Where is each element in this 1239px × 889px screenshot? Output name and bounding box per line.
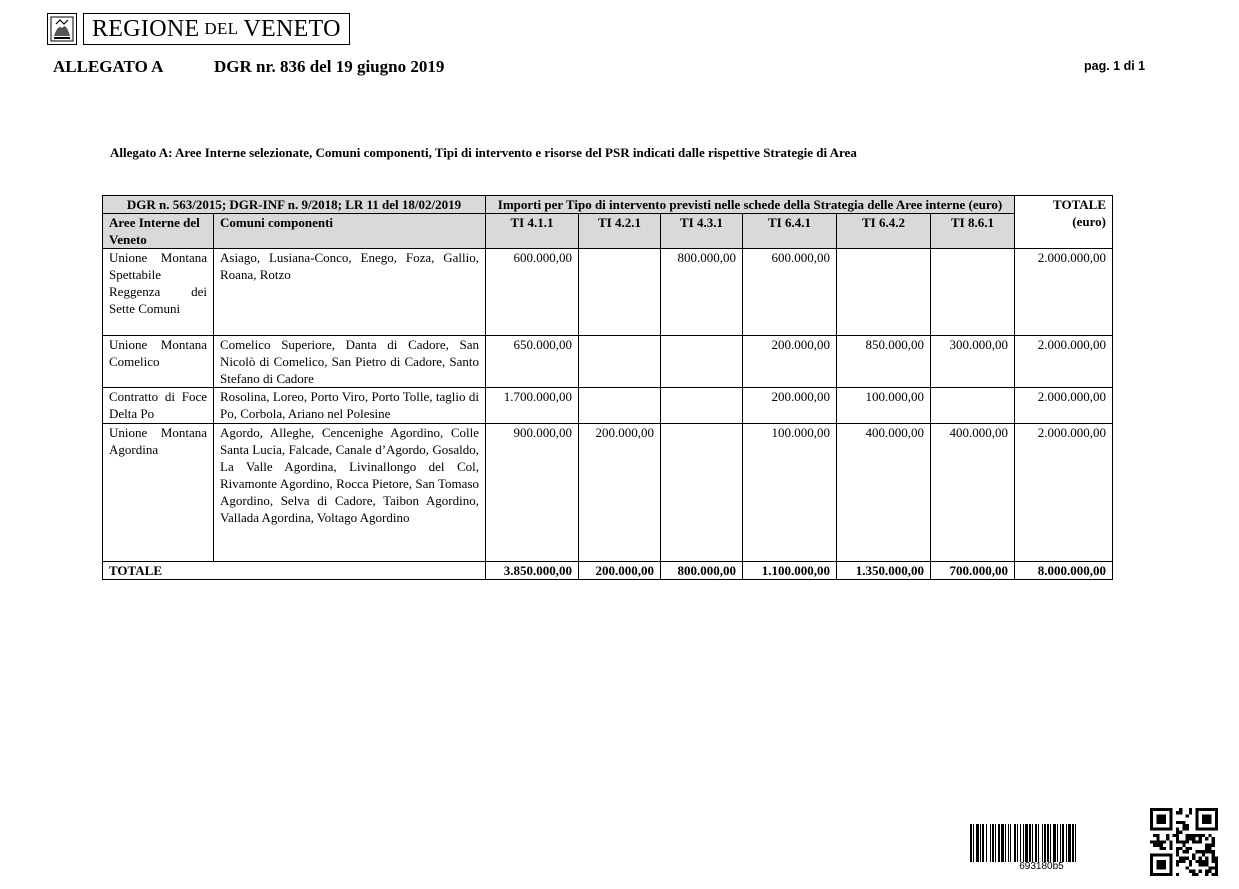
qr-code-icon <box>1150 808 1218 876</box>
ti-cell <box>837 249 931 336</box>
totals-label: TOTALE <box>103 562 486 580</box>
ti-cell: 300.000,00 <box>931 336 1015 388</box>
page-number: pag. 1 di 1 <box>1084 59 1146 73</box>
header-ti-411: TI 4.1.1 <box>486 214 579 249</box>
total-ti-cell: 200.000,00 <box>579 562 661 580</box>
area-cell: Unione Montana Spettabile Reggenza dei Sette Comuni <box>103 249 214 336</box>
ti-cell: 200.000,00 <box>743 336 837 388</box>
grand-total-cell: 8.000.000,00 <box>1015 562 1113 580</box>
ti-cell: 200.000,00 <box>579 424 661 562</box>
ti-cell <box>931 388 1015 424</box>
header-ti-431: TI 4.3.1 <box>661 214 743 249</box>
ti-cell <box>579 249 661 336</box>
header-importi-group: Importi per Tipo di intervento previsti nelle schede della Strategia delle Aree interne (euro) <box>486 196 1015 214</box>
logo-end: VENETO <box>243 15 341 42</box>
ti-cell: 600.000,00 <box>743 249 837 336</box>
document-caption: Allegato A: Aree Interne selezionate, Comuni componenti, Tipi di intervento e risorse del PSR indicati dalle rispettive Strategie di Area <box>110 145 857 160</box>
ti-cell: 100.000,00 <box>837 388 931 424</box>
row-total-cell: 2.000.000,00 <box>1015 336 1113 388</box>
header-comuni: Comuni componenti <box>214 214 486 249</box>
regione-veneto-logo <box>47 12 350 46</box>
logo-main: REGIONE <box>92 15 200 42</box>
area-cell: Contratto di Foce Delta Po <box>103 388 214 424</box>
ti-cell: 1.700.000,00 <box>486 388 579 424</box>
table-row <box>103 424 1113 562</box>
barcode-icon <box>970 824 1113 862</box>
area-cell: Unione Montana Comelico <box>103 336 214 388</box>
ti-cell: 650.000,00 <box>486 336 579 388</box>
row-total-cell: 2.000.000,00 <box>1015 424 1113 562</box>
row-total-cell: 2.000.000,00 <box>1015 388 1113 424</box>
ti-cell <box>661 388 743 424</box>
dgr-reference: DGR nr. 836 del 19 giugno 2019 <box>214 57 445 76</box>
area-cell: Unione Montana Agordina <box>103 424 214 562</box>
ti-cell <box>661 424 743 562</box>
ti-cell <box>579 336 661 388</box>
table-row <box>103 388 1113 424</box>
logo-text <box>83 13 350 45</box>
ti-cell: 850.000,00 <box>837 336 931 388</box>
header-row-1 <box>103 196 1113 214</box>
comuni-cell: Agordo, Alleghe, Cencenighe Agordino, Colle Santa Lucia, Falcade, Canale d’Agordo, Gosaldo, La Valle Agordina, Livinallongo del Col, Rivamonte Agordino, Rocca Pietore, San Tomaso Agordino, Selva di Cadore, Taibon Agordino, Vallada Agordina, Voltago Agordino <box>214 424 486 562</box>
row-total-cell: 2.000.000,00 <box>1015 249 1113 336</box>
header-aree-interne: Aree Interne del Veneto <box>103 214 214 249</box>
regione-emblem-icon <box>47 13 77 45</box>
ti-cell: 400.000,00 <box>837 424 931 562</box>
comuni-cell: Rosolina, Loreo, Porto Viro, Porto Tolle, taglio di Po, Corbola, Ariano nel Polesine <box>214 388 486 424</box>
header-ti-642: TI 6.4.2 <box>837 214 931 249</box>
ti-cell: 100.000,00 <box>743 424 837 562</box>
ti-cell: 600.000,00 <box>486 249 579 336</box>
barcode-text: 693180b5 <box>1019 861 1064 872</box>
ti-cell: 200.000,00 <box>743 388 837 424</box>
total-ti-cell: 1.100.000,00 <box>743 562 837 580</box>
totals-row <box>103 562 1113 580</box>
header-totale: TOTALE (euro) <box>1015 196 1113 249</box>
header-dgr-group: DGR n. 563/2015; DGR-INF n. 9/2018; LR 11 del 18/02/2019 <box>103 196 486 214</box>
total-ti-cell: 700.000,00 <box>931 562 1015 580</box>
header-ti-861: TI 8.6.1 <box>931 214 1015 249</box>
logo-small: DEL <box>204 19 239 38</box>
total-ti-cell: 1.350.000,00 <box>837 562 931 580</box>
ti-cell <box>661 336 743 388</box>
table-row <box>103 336 1113 388</box>
header-ti-421: TI 4.2.1 <box>579 214 661 249</box>
total-ti-cell: 3.850.000,00 <box>486 562 579 580</box>
resources-table <box>102 195 1113 580</box>
table-row <box>103 249 1113 336</box>
ti-cell <box>931 249 1015 336</box>
header-ti-641: TI 6.4.1 <box>743 214 837 249</box>
ti-cell: 900.000,00 <box>486 424 579 562</box>
header-row-2 <box>103 214 1113 249</box>
allegato-label: ALLEGATO A <box>53 57 164 76</box>
comuni-cell: Asiago, Lusiana-Conco, Enego, Foza, Gallio, Roana, Rotzo <box>214 249 486 336</box>
ti-cell <box>579 388 661 424</box>
ti-cell: 800.000,00 <box>661 249 743 336</box>
comuni-cell: Comelico Superiore, Danta di Cadore, San Nicolò di Comelico, San Pietro di Cadore, Santo Stefano di Cadore <box>214 336 486 388</box>
total-ti-cell: 800.000,00 <box>661 562 743 580</box>
ti-cell: 400.000,00 <box>931 424 1015 562</box>
